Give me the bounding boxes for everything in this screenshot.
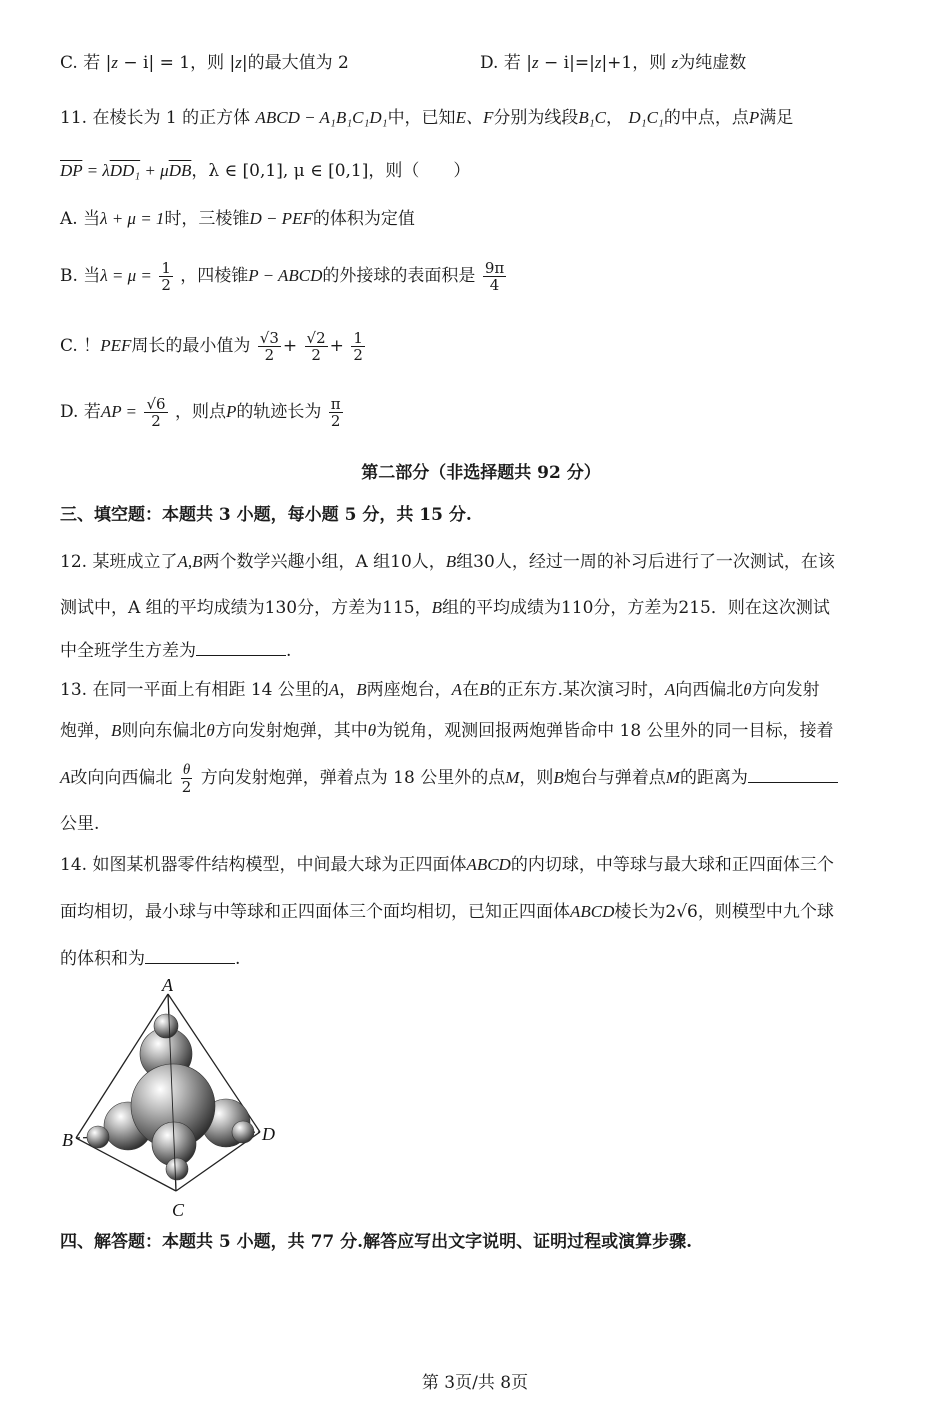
q10-option-d: D. 若 |z − i|=|z|+1，则 z为纯虚数 [480,53,747,73]
q14-line-3: 的体积和为 . [60,945,902,972]
fraction: $\frac{9\pi}{4}$ [484,259,505,294]
fraction: $\frac{1}{2}$ [353,329,363,364]
section4-title: 四、解答题：本题共 5 小题，共 77 分.解答应写出文字说明、证明过程或演算步骤. [60,1232,692,1252]
q12-line-3: 中全班学生方差为 . [60,637,902,664]
q13-line-4: 公里. [60,814,100,834]
vertex-label-d: D [262,1124,275,1144]
q10-options [60,50,902,76]
vertex-label-a: A [162,976,173,995]
q14-line-1: 14. 如图某机器零件结构模型，中间最大球为正四面体ABCD的内切球，中等球与最大球和正四面体三个 [60,855,834,875]
q13-line-2: 炮弹，B则向东偏北θ方向发射炮弹，其中θ为锐角，观测回报两炮弹皆命中 18 公里外的同一目标，接着 [60,721,834,741]
fraction: $\frac{√3}{2}$ [259,329,279,364]
q12-line-2: 测试中，A 组的平均成绩为130分，方差为115，B组的平均成绩为110分，方差为215．则在这次测试 [60,598,830,618]
answer-blank [748,764,838,783]
q13-line-1: 13. 在同一平面上有相距 14 公里的A，B两座炮台，A在B的正东方.某次演习时，A向西偏北θ方向发射 [60,680,820,700]
spheres [87,1014,254,1180]
fraction: $\frac{1}{2}$ [161,259,171,294]
answer-blank [145,945,235,964]
q11-option-d: D. 若AP = $\frac{√6}{2}$ ，则点P的轨迹长为 $\frac{\pi}{2}$ [60,395,341,430]
q13-line-3: A改向向西偏北 $\frac{\theta}{2}$ 方向发射炮弹，弹着点为 18 公里外的点M，则B炮台与弹着点M的距离为 [60,758,902,798]
small-sphere [154,1014,178,1038]
fraction: $\frac{√6}{2}$ [146,395,166,430]
small-sphere [232,1121,254,1143]
q11-option-b: B. 当λ = μ = $\frac{1}{2}$ ，四棱锥P − ABCD的外接球的表面积是 $\frac{9\pi}{4}$ [60,259,505,294]
small-sphere [87,1126,109,1148]
part2-title: 第二部分（非选择题共 92 分） [361,463,601,483]
q11-option-c: C. ！PEF周长的最小值为 $\frac{√3}{2}$ + $\frac{√2}{2}$ + $\frac{1}{2}$ [60,329,363,364]
page-footer: 第 3页/共 8页 [421,1373,529,1393]
q10-option-c: C. 若 |z − i| = 1，则 |z|的最大值为 2 [60,53,349,73]
fraction: $\frac{\theta}{2}$ [181,762,192,796]
tetrahedron-spheres-figure [56,976,296,1221]
small-sphere [166,1158,188,1180]
fraction: $\frac{√2}{2}$ [306,329,326,364]
fraction: $\frac{\pi}{2}$ [330,395,341,430]
vertex-label-c: C [172,1200,185,1220]
q14-line-2: 面均相切，最小球与中等球和正四面体三个面均相切，已知正四面体ABCD棱长为2√6，则模型中九个球 [60,902,834,922]
q11-option-a: A. 当λ + μ = 1时，三棱锥D − PEF的体积为定值 [60,209,415,229]
answer-blank [196,637,286,656]
section3-title: 三、填空题：本题共 3 小题，每小题 5 分，共 15 分. [60,505,472,525]
q12-line-1: 12. 某班成立了A,B两个数学兴趣小组，A 组10人，B组30人，经过一周的补习后进行了一次测试，在该 [60,552,835,572]
q11-stem: 11. 在棱长为 1 的正方体 ABCD − A₁B₁C₁D₁中，已知E、F分别为线段B₁C， D₁C₁的中点，点P满足 [60,108,794,128]
q11-vector-condition: $\overline{DP} = \lambda DD_1 + \mu\overline{DB}$，λ ∈ [0,1], μ ∈ [0,1]，则（ ） [60,161,471,181]
vertex-label-b: B [62,1130,73,1150]
